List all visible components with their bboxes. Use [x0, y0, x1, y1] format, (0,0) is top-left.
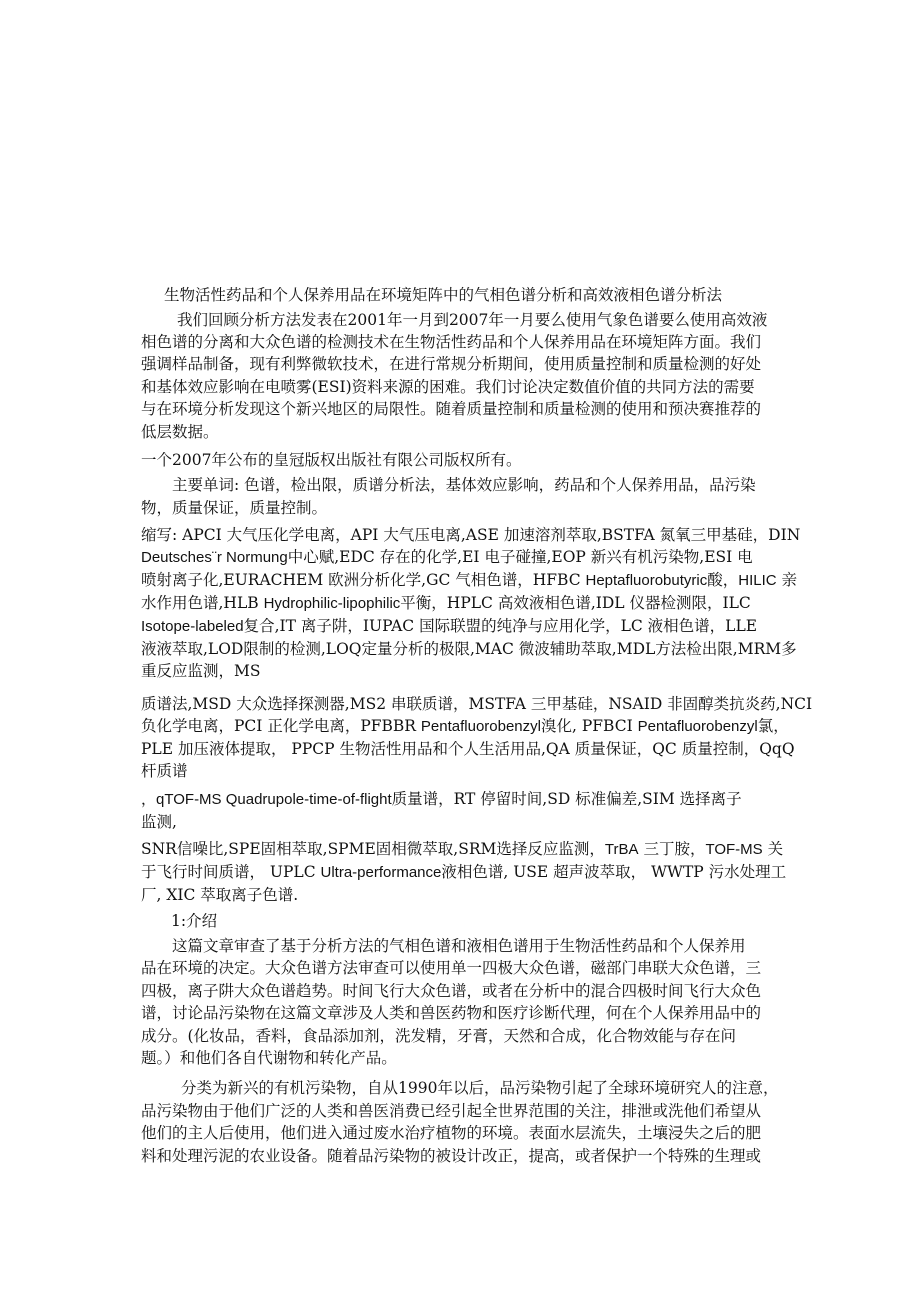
abbreviations-line: 缩写: APCI 大气压化学电离，API 大气压电离,ASE 加速溶剂萃取,BSTFA 氮氧三甲基硅，DIN	[141, 526, 801, 544]
abbreviations-line: PLE 加压液体提取， PPCP 生物活性用品和个人生活用品,QA 质量保证，QC 质量控制，QqQ	[141, 740, 795, 758]
abbr-text: 中心赋,EDC 存在的化学,EI 电子碰撞,EOP 新兴有机污染物,ESI 电	[287, 548, 753, 566]
abbr-text: 平衡，HPLC 高效液相色谱,IDL 仪器检测限，ILC	[400, 594, 751, 612]
intro-line: 四极，离子阱大众色谱趋势。时间飞行大众色谱，或者在分析中的混合四极时间飞行大众色	[141, 982, 762, 1000]
term-pentafluorobenzyl: Pentafluorobenzyl	[637, 718, 758, 735]
abbreviations-line	[141, 592, 751, 614]
term-heptafluorobutyric: Heptafluorobutyric	[585, 572, 708, 589]
term-ultra-performance: Ultra-performance	[320, 864, 442, 881]
intro-line: 题。）和他们各自代谢物和转化产品。	[141, 1049, 397, 1067]
document-title: 生物活性药品和个人保养用品在环境矩阵中的气相色谱分析和高效液相色谱分析法	[164, 286, 723, 304]
abbreviations-line: 质谱法,MSD 大众选择探测器,MS2 串联质谱，MSTFA 三甲基硅，NSAID 非固醇类抗炎药,NCI	[141, 695, 813, 713]
abbreviations-line	[141, 615, 757, 637]
body-line: 料和处理污泥的农业设备。随着品污染物的被设计改正，提高，或者保护一个特殊的生理或	[141, 1147, 762, 1165]
intro-line: 品在环境的决定。大众色谱方法审查可以使用单一四极大众色谱，磁部门串联大众色谱，三	[141, 959, 762, 977]
abbr-text: 氯，	[757, 717, 789, 735]
abbr-text: 于飞行时间质谱， UPLC	[141, 863, 321, 881]
abbr-text: 水作用色谱,HLB	[141, 594, 264, 612]
abbr-text: 关	[762, 840, 784, 858]
abbreviations-line: 液液萃取,LOD限制的检测,LOQ定量分析的极限,MAC 微波辅助萃取,MDL方法检出限,MRM多	[141, 640, 797, 658]
term-isotope-labeled: Isotope-labeled	[141, 618, 244, 635]
keywords-line: 主要单词: 色谱，检出限，质谱分析法，基体效应影响，药品和个人保养用品，品污染	[172, 476, 756, 494]
copyright-line: 一个2007年公布的皇冠版权出版社有限公司版权所有。	[141, 451, 522, 469]
abstract-line: 我们回顾分析方法发表在2001年一月到2007年一月要么使用气象色谱要么使用高效液	[177, 311, 768, 329]
abbreviations-line	[141, 788, 742, 810]
abstract-line: 强调样品制备，现有利弊微软技术，在进行常规分析期间，使用质量控制和质量检测的好处	[141, 355, 762, 373]
intro-line: 成分。(化妆品，香料，食品添加剂，洗发精，牙膏，天然和合成，化合物效能与存在问	[141, 1027, 737, 1045]
abbreviations-line: 厂, XIC 萃取离子色谱.	[141, 886, 299, 904]
abbr-text: 复合,IT 离子阱，IUPAC 国际联盟的纯净与应用化学，LC 液相色谱，LLE	[243, 617, 758, 635]
section-heading: 1:介绍	[171, 912, 218, 930]
abstract-line: 低层数据。	[141, 423, 219, 441]
abbr-text: 三丁胺，	[638, 840, 706, 858]
abbr-text: 喷射离子化,EURACHEM 欧洲分析化学,GC 气相色谱，HFBC	[141, 571, 586, 589]
abbreviations-line	[141, 861, 786, 883]
body-line: 他们的主人后使用，他们进入通过废水治疗植物的环境。表面水层流失，土壤浸失之后的肥	[141, 1124, 762, 1142]
abbr-text: 液相色谱, USE 超声波萃取， WWTP 污水处理工	[441, 863, 787, 881]
abbr-text: 亲	[776, 571, 798, 589]
intro-line: 谱，讨论品污染物在这篇文章涉及人类和兽医药物和医疗诊断代理，何在个人保养用品中的	[141, 1004, 762, 1022]
abbr-text: 酸，	[707, 571, 739, 589]
term-hydrophilic-lipophilic: Hydrophilic-lipophilic	[263, 595, 401, 612]
abstract-line: 和基体效应影响在电喷雾(ESI)资料来源的困难。我们讨论决定数值价值的共同方法的需要	[141, 378, 755, 396]
abbr-text: SNR信噪比,SPE固相萃取,SPME固相微萃取,SRM选择反应监测，	[141, 840, 605, 858]
intro-line: 这篇文章审查了基于分析方法的气相色谱和液相色谱用于生物活性药品和个人保养用	[172, 937, 746, 955]
abbr-text: 质量谱，RT 停留时间,SD 标准偏差,SIM 选择离子	[391, 790, 742, 808]
body-line: 品污染物由于他们广泛的人类和兽医消费已经引起全世界范围的关注，排泄或洗他们希望从	[141, 1102, 762, 1120]
keywords-line: 物，质量保证，质量控制。	[141, 499, 328, 517]
body-line: 分类为新兴的有机污染物，自从1990年以后，品污染物引起了全球环境研究人的注意，	[181, 1079, 779, 1097]
term-trba: TrBA	[604, 841, 639, 858]
abstract-line: 相色谱的分离和大众色谱的检测技术在生物活性药品和个人保养用品在环境矩阵方面。我们	[141, 333, 762, 351]
abbreviations-line: 监测,	[141, 813, 177, 831]
abbreviations-line: 杆质谱	[141, 762, 188, 780]
abbreviations-line	[141, 546, 753, 568]
abstract-line: 与在环境分析发现这个新兴地区的局限性。随着质量控制和质量检测的使用和预决赛推荐的	[141, 400, 762, 418]
term-pentafluorobenzyl: Pentafluorobenzyl	[420, 718, 541, 735]
term-tof-ms: TOF-MS	[705, 841, 763, 858]
term-hilic: HILIC	[738, 572, 777, 589]
abbreviations-line: 重反应监测，MS	[141, 662, 261, 680]
term-deutsches: Deutsches¨r Normung	[141, 549, 288, 566]
abbreviations-line	[141, 569, 797, 591]
abbr-text: 溴化, PFBCI	[541, 717, 638, 735]
abbreviations-line	[141, 838, 783, 860]
abbr-text: 负化学电离，PCI 正化学电离，PFBBR	[141, 717, 421, 735]
term-qtof-ms: ，qTOF-MS Quadrupole-time-of-flight	[141, 791, 392, 808]
abbreviations-line	[141, 715, 789, 737]
